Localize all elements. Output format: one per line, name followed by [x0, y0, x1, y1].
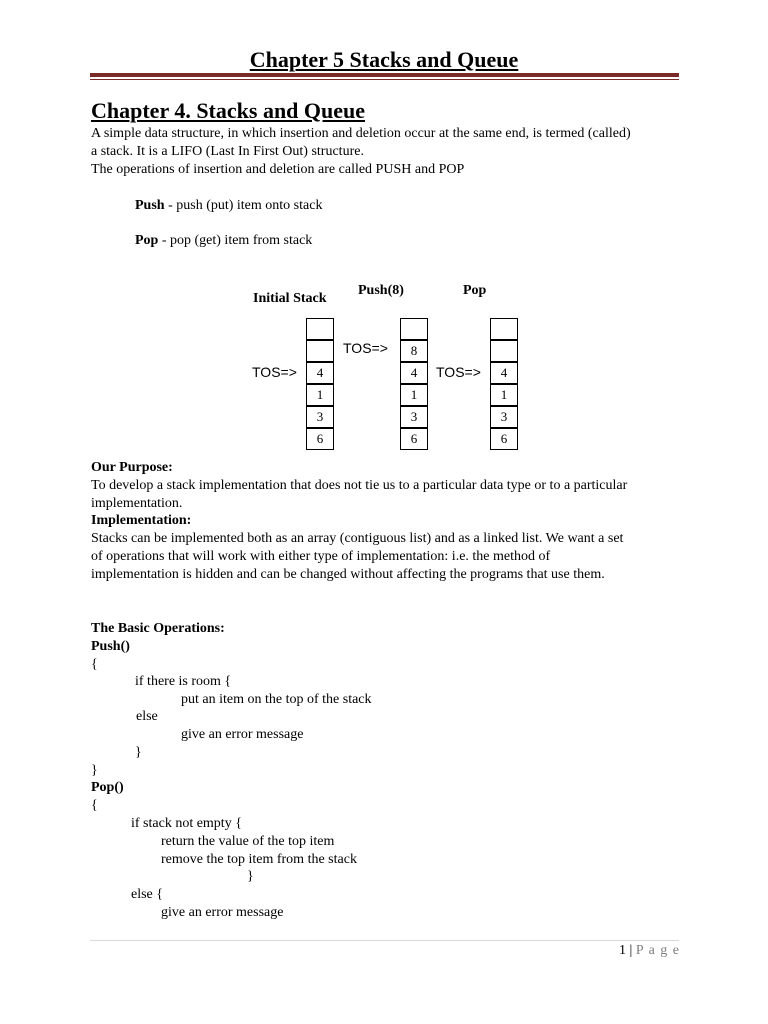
header-rule-thin: [90, 79, 679, 80]
pop-code-line: {: [91, 798, 98, 813]
push-stack-cell: 6: [400, 428, 428, 450]
initial-stack-cell: 3: [306, 406, 334, 428]
push-stack-cell: [400, 318, 428, 340]
page-number: 1: [619, 943, 626, 958]
purpose-line-1: To develop a stack implementation that does not tie us to a particular data type or to a particular: [91, 478, 628, 493]
pop-stack-cell: [490, 340, 518, 362]
implementation-line-3: implementation is hidden and can be changed without affecting the programs that use them.: [91, 567, 605, 582]
intro-line-1: A simple data structure, in which insertion and deletion occur at the same end, is termed (called): [91, 126, 631, 141]
intro-line-2: a stack. It is a LIFO (Last In First Out) structure.: [91, 144, 364, 159]
push-term: Push: [135, 198, 165, 213]
pop-stack-cell: 6: [490, 428, 518, 450]
push-text: - push (put) item onto stack: [164, 198, 323, 213]
pop-code-line: give an error message: [161, 905, 284, 920]
push-code-line: if there is room {: [135, 674, 232, 689]
pop-definition: [135, 232, 312, 250]
footer-rule: [90, 940, 679, 941]
tos-initial: TOS=>: [252, 364, 297, 380]
initial-stack-cell: 1: [306, 384, 334, 406]
chapter-heading: Chapter 4. Stacks and Queue: [91, 98, 366, 123]
pop-code-line: else {: [131, 887, 163, 902]
pop-stack-cell: [490, 318, 518, 340]
initial-stack-cell: [306, 318, 334, 340]
initial-stack-label: Initial Stack: [253, 291, 327, 306]
pop-stack-cell: 4: [490, 362, 518, 384]
running-header-title: Chapter 5 Stacks and Queue: [249, 47, 519, 72]
pop-stack-cell: 3: [490, 406, 518, 428]
push-stack-cell: 1: [400, 384, 428, 406]
tos-push: TOS=>: [343, 340, 388, 356]
header-rule-thick: [90, 73, 679, 77]
purpose-line-2: implementation.: [91, 496, 183, 511]
push8-label: Push(8): [358, 283, 404, 298]
push-stack-cell: 8: [400, 340, 428, 362]
initial-stack-cell: 6: [306, 428, 334, 450]
basic-ops-heading: The Basic Operations:: [91, 621, 225, 636]
pop-code-line: if stack not empty {: [131, 816, 242, 831]
push-code-line: }: [91, 763, 98, 778]
pop-code-line: remove the top item from the stack: [161, 852, 357, 867]
push-stack-cell: 3: [400, 406, 428, 428]
page-footer: [619, 942, 680, 960]
footer-separator: |: [629, 943, 633, 958]
page-word: P a g e: [635, 943, 681, 958]
push-code-line: else: [136, 709, 158, 724]
intro-line-3: The operations of insertion and deletion are called PUSH and POP: [91, 162, 465, 177]
push-code-line: give an error message: [181, 727, 304, 742]
pop-code-line: }: [247, 869, 254, 884]
push-func-name: Push(): [91, 639, 130, 654]
pop-label: Pop: [463, 283, 487, 298]
pop-code-line: return the value of the top item: [161, 834, 335, 849]
push-code-line: {: [91, 657, 98, 672]
pop-stack-cell: 1: [490, 384, 518, 406]
implementation-line-2: of operations that will work with either type of implementation: i.e. the method of: [91, 549, 551, 564]
implementation-heading: Implementation:: [91, 513, 192, 528]
pop-func-name: Pop(): [91, 780, 124, 795]
tos-pop: TOS=>: [436, 364, 481, 380]
initial-stack-cell: [306, 340, 334, 362]
purpose-heading: Our Purpose:: [91, 460, 173, 475]
pop-term: Pop: [135, 233, 159, 248]
push-definition: [135, 197, 322, 215]
push-code-line: put an item on the top of the stack: [181, 692, 372, 707]
implementation-line-1: Stacks can be implemented both as an array (contiguous list) and as a linked list. We want a set: [91, 531, 624, 546]
push-stack-cell: 4: [400, 362, 428, 384]
initial-stack-cell: 4: [306, 362, 334, 384]
pop-text: - pop (get) item from stack: [158, 233, 313, 248]
push-code-line: }: [135, 745, 142, 760]
